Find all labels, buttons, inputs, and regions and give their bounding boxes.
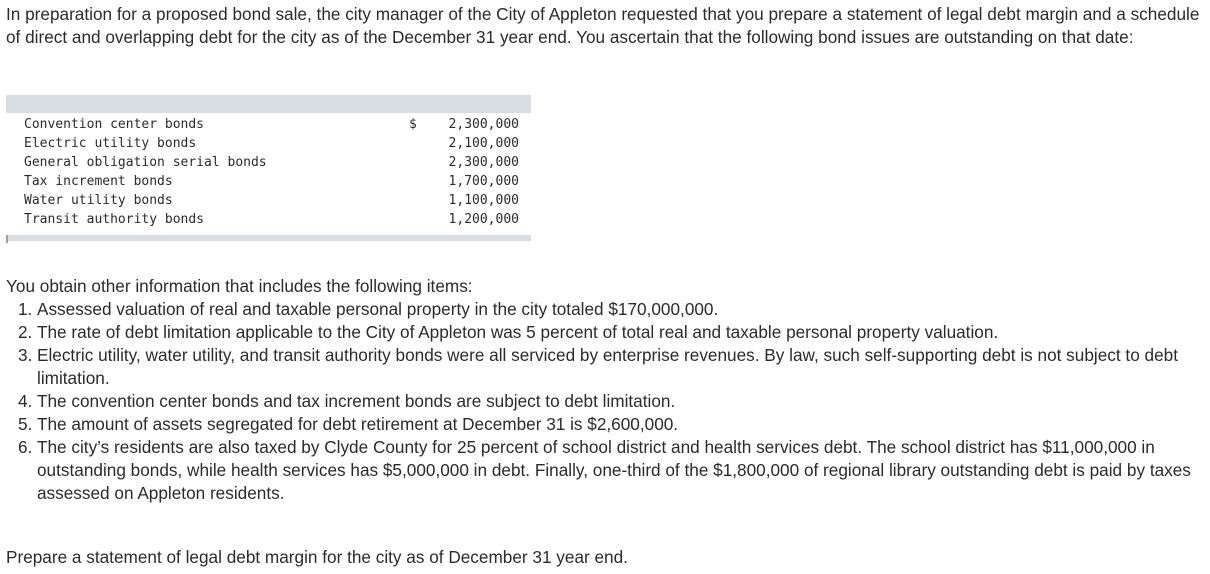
currency-symbol: $	[409, 117, 417, 132]
list-item	[6, 390, 1201, 413]
item-number: 2.	[18, 322, 33, 342]
list-item	[6, 413, 1201, 436]
other-information-section	[6, 275, 1201, 505]
item-number: 3.	[18, 345, 33, 365]
table-row	[6, 191, 531, 210]
bond-amount: 2,300,000	[448, 155, 519, 170]
table-footer-edge	[6, 235, 8, 243]
table-row	[6, 153, 531, 172]
item-text: The convention center bonds and tax increment bonds are subject to debt limitation.	[37, 391, 676, 411]
bond-amount: 2,300,000	[448, 117, 519, 132]
table-footer-bar	[6, 235, 531, 241]
bond-name: Transit authority bonds	[24, 212, 205, 227]
table-row	[6, 172, 531, 191]
item-number: 4.	[18, 391, 33, 411]
item-text: The city’s residents are also taxed by Clyde County for 25 percent of school district and health services debt. The school district has $11,000,000 in outstanding bonds, while health services has $5,000,000 in debt. Finally, one-third of the $1,800,000 of regional library outstanding debt is paid by taxes assessed on Appleton residents.	[37, 437, 1191, 503]
task-prompt: Prepare a statement of legal debt margin for the city as of December 31 year end.	[6, 547, 628, 567]
bond-rows	[6, 115, 531, 229]
bond-amount: 1,100,000	[448, 193, 519, 208]
table-row	[6, 134, 531, 153]
table-header-bar	[6, 95, 531, 113]
item-number: 1.	[18, 299, 33, 319]
item-text: The rate of debt limitation applicable to the City of Appleton was 5 percent of total real and taxable personal property valuation.	[37, 322, 999, 342]
item-number: 6.	[18, 437, 33, 457]
item-text: The amount of assets segregated for debt retirement at December 31 is $2,600,000.	[37, 414, 679, 434]
bond-name: General obligation serial bonds	[24, 155, 267, 170]
bond-name: Convention center bonds	[24, 117, 205, 132]
bond-name: Tax increment bonds	[24, 174, 173, 189]
list-item	[6, 436, 1201, 505]
table-row	[6, 115, 531, 134]
item-number: 5.	[18, 414, 33, 434]
bond-issues-table	[6, 95, 531, 245]
information-list	[6, 298, 1201, 505]
list-item	[6, 298, 1201, 321]
item-text: Assessed valuation of real and taxable personal property in the city totaled $170,000,000.	[37, 299, 719, 319]
bond-amount: 1,700,000	[448, 174, 519, 189]
other-info-lead: You obtain other information that includes the following items:	[6, 276, 473, 296]
bond-name: Electric utility bonds	[24, 136, 197, 151]
bond-amount: 2,100,000	[448, 136, 519, 151]
intro-paragraph: In preparation for a proposed bond sale, the city manager of the City of Appleton requested that you prepare a statement of legal debt margin and a schedule of direct and overlapping debt for the city as of the December 31 year end. You ascertain that the following bond issues are outstanding on that date:	[6, 4, 1200, 47]
list-item	[6, 321, 1201, 344]
bond-name: Water utility bonds	[24, 193, 173, 208]
item-text: Electric utility, water utility, and transit authority bonds were all serviced by enterprise revenues. By law, such self-supporting debt is not subject to debt limitation.	[37, 345, 1178, 388]
list-item	[6, 344, 1201, 390]
table-row	[6, 210, 531, 229]
bond-amount: 1,200,000	[448, 212, 519, 227]
